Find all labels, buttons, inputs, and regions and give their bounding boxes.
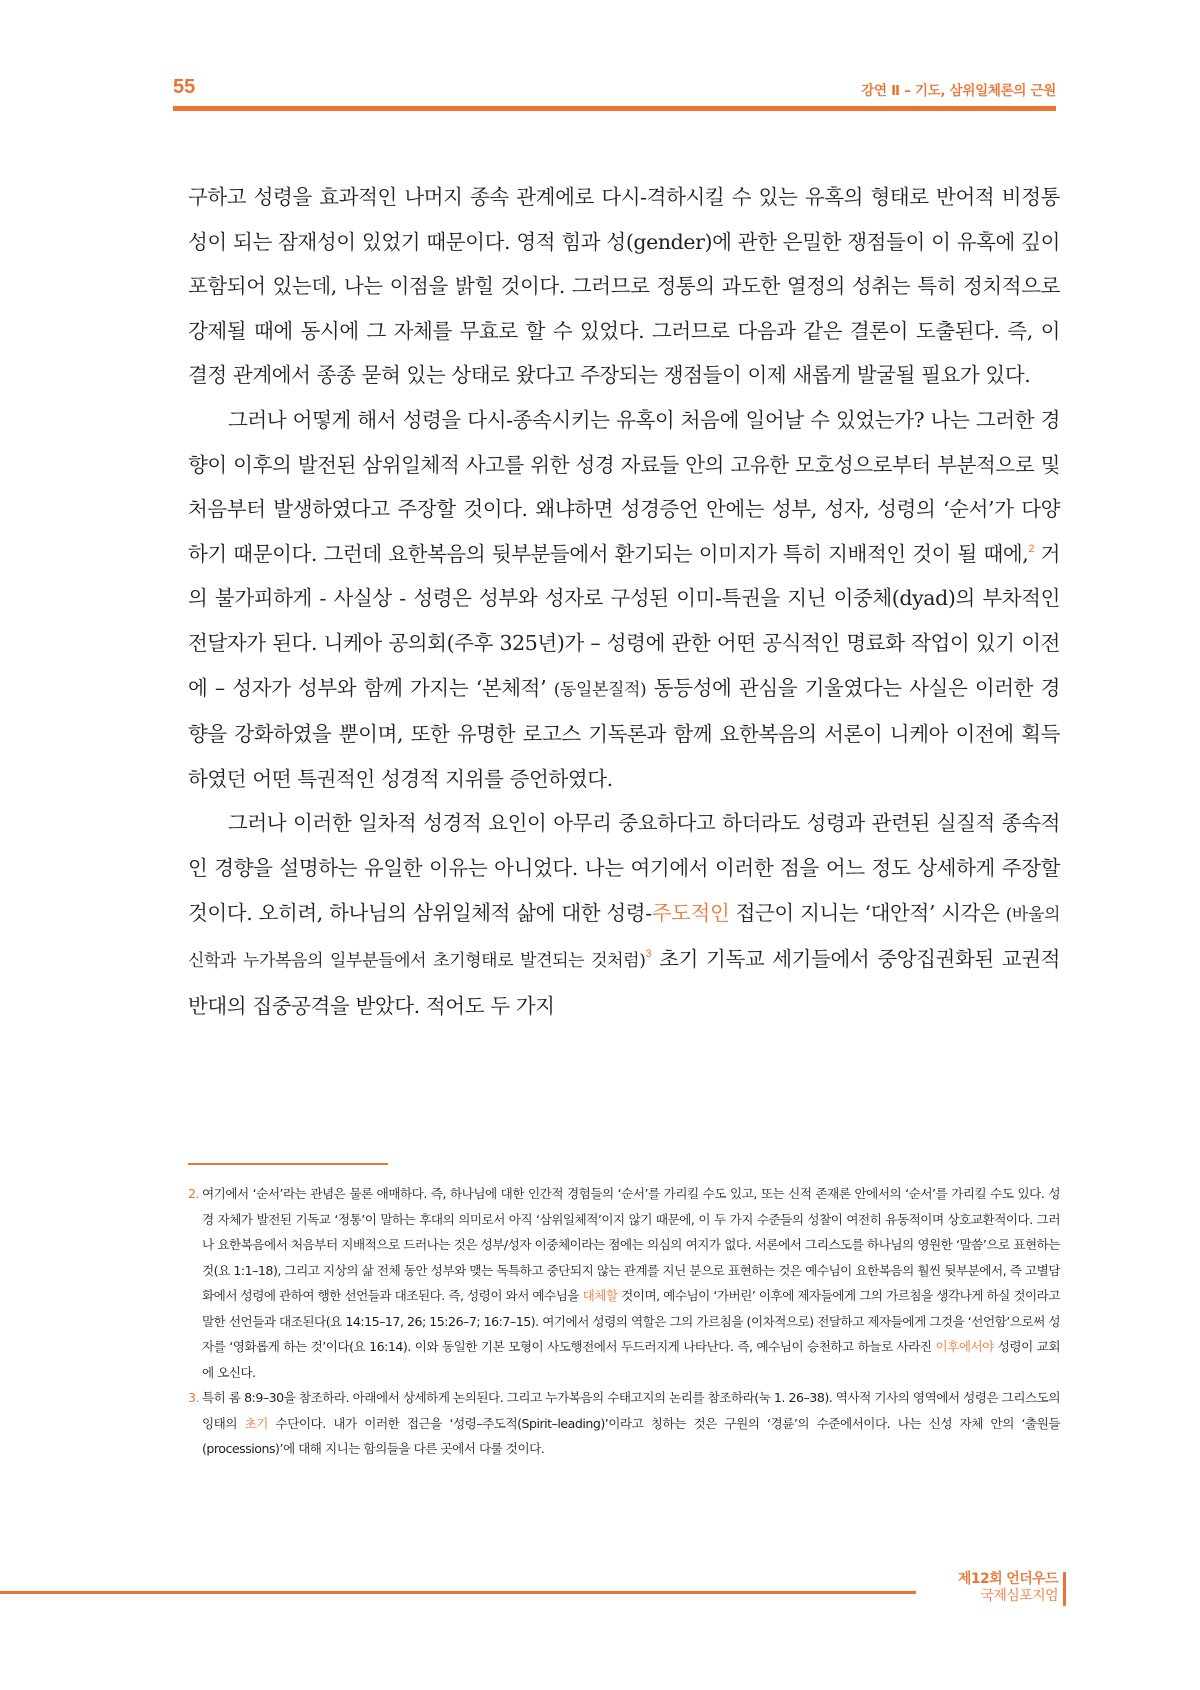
paragraph-3	[188, 801, 1060, 1028]
paragraph-3-parenthetical: (바울의 신학과 누가복음의 일부분들에서 초기형태로 발견되는 것처럼)	[188, 904, 1060, 972]
footnote-text: 성령이 교회에 오신다.	[202, 1339, 1060, 1380]
footnote-text: 수단이다. 내가 이러한 접근을 ‘성령–주도적(Spirit–leading)’이라고 칭하는 것은 구원의 ‘경륜’의 수준에서이다. 나는 신성 자체 안의 ‘출원들(processions)’에 대해 지니는 함의들을 다른 곳에서 다룰 것이다.	[202, 1415, 1060, 1456]
footnote-ref-2[interactable]: 2	[1028, 542, 1035, 555]
paragraph-2-text-a: 그러나 어떻게 해서 성령을 다시-종속시키는 유혹이 처음에 일어날 수 있었는가? 나는 그러한 경향이 이후의 발전된 삼위일체적 사고를 위한 성경 자료들 안의 고유한 모호성으로부터 부분적으로 및 처음부터 발생하였다고 주장할 것이다. 왜냐하면 성경증언 안에는 성부, 성자, 성령의 ‘순서’가 다양하기 때문이다. 그런데 요한복음의 뒷부분들에서 환기되는 이미지가 특히 지배적인 것이 될 때에,	[188, 407, 1060, 566]
footer-rule	[0, 1591, 916, 1594]
paragraph-2-parenthetical: (동일본질적)	[553, 679, 647, 700]
page-header	[173, 70, 1056, 110]
paragraph-3-text-a: 그러나 이러한 일차적 성경적 요인이 아무리 중요하다고 하더라도 성령과 관련된 실질적 종속적인 경향을 설명하는 유일한 이유는 아니었다. 나는 여기에서 이러한 점을 어느 정도 상세하게 주장할 것이다. 오히려, 하나님의 삼위일체적 삶에 대한 성령-	[188, 811, 1060, 925]
highlighted-term: 대체할	[582, 1288, 618, 1303]
paragraph-1-text: 구하고 성령을 효과적인 나머지 종속 관계에로 다시-격하시킬 수 있는 유혹의 형태로 반어적 비정통성이 되는 잠재성이 있었기 때문이다. 영적 힘과 성(gender)에 관한 은밀한 쟁점들이 이 유혹에 깊이 포함되어 있는데, 나는 이점을 밝힐 것이다. 그러므로 정통의 과도한 열정의 성취는 특히 정치적으로 강제될 때에 동시에 그 자체를 무효로 할 수 있었다. 그러므로 다음과 같은 결론이 도출된다. 즉, 이 결정 관계에서 종종 묻혀 있는 상태로 왔다고 주장되는 쟁점들이 이제 새롭게 발굴될 필요가 있다.	[188, 185, 1060, 388]
footnote-text: 특히 롬 8:9–30을 참조하라. 아래에서 상세하게 논의된다. 그리고 누가복음의 수태고지의 논리를 참조하라(눅 1. 26–38). 역사적 기사의 영역에서 성령은 그리스도의 잉태의	[202, 1390, 1060, 1431]
footnote-number: 2.	[188, 1186, 200, 1201]
footnote-rule	[188, 1163, 388, 1165]
footnote-text: 것이며, 예수님이 ‘가버린’ 이후에 제자들에게 그의 가르침을 생각나게 하실 것이라고 말한 선언들과 대조된다(요 14:15–17, 26; 15:26–7; 16:7–15). 여기에서 성령의 역할은 그의 가르침을 (이차적으로) 전달하고 제자들에게 그것을 ‘선언함’으로써 성자를 ‘영화롭게 하는 것’이다(요 16:14). 이와 동일한 기본 모형이 사도행전에서 두드러지게 나타난다. 즉, 예수님이 승천하고 하늘로 사라진	[202, 1288, 1061, 1354]
body-text	[188, 175, 1060, 1028]
footnote-2	[188, 1181, 1060, 1385]
paragraph-3-text-c: 초기 기독교 세기들에서 중앙집권화된 교권적 반대의 집중공격을 받았다. 적어도 두 가지	[188, 947, 1060, 1018]
running-title: 강연 Ⅱ – 기도, 삼위일체론의 근원	[861, 83, 1056, 99]
highlighted-term: 주도적인	[651, 900, 730, 925]
footnote-ref-3[interactable]: 3	[645, 948, 652, 961]
page-number: 55	[173, 76, 196, 98]
footer-divider	[1063, 1572, 1066, 1606]
paragraph-1	[188, 175, 1060, 398]
footnotes	[188, 1181, 1060, 1462]
header-rule	[173, 106, 1056, 111]
highlighted-term: 초기	[244, 1415, 268, 1431]
footer-line-1: 제12회 언더우드	[957, 1571, 1058, 1587]
footnote-text: 여기에서 ‘순서’라는 관념은 물론 애매하다. 즉, 하나님에 대한 인간적 경험들의 ‘순서’를 가리킬 수도 있고, 또는 신적 존재론 안에서의 ‘순서’를 가리킬 수도 있다. 성경 자체가 발전된 기독교 ‘정통’이 말하는 후대의 의미로서 아직 ‘삼위일체적’이지 않기 때문에, 이 두 가지 수준들의 성찰이 여전히 유동적이며 상호교환적이다. 그러나 요한복음에서 처음부터 지배적으로 드러나는 것은 성부/성자 이중체이라는 점에는 의심의 여지가 없다. 서론에서 그리스도를 하나님의 영원한 ‘말씀’으로 표현하는 것(요 1:1–18), 그리고 지상의 삶 전체 동안 성부와 맺는 독특하고 중단되지 않는 관계를 지닌 분으로 표현하는 것은 예수님이 요한복음의 훨씬 뒷부분에서, 즉 고별담화에서 성령에 관하여 행한 선언들과 대조된다. 즉, 성령이 와서 예수님을	[202, 1186, 1060, 1303]
footer-line-2: 국제심포지엄	[980, 1588, 1058, 1604]
highlighted-term: 이후에서야	[935, 1339, 994, 1354]
footer-brand	[958, 1571, 1058, 1605]
paragraph-2-text-b: 거의 불가피하게 - 사실상 - 성령은 성부와 성자로 구성된 이미-특권을 지닌 이중체(dyad)의 부차적인 전달자가 된다. 니케아 공의회(주후 325년)가 – 성령에 관한 어떤 공식적인 명료화 작업이 있기 이전에 – 성자가 성부와 함께 가지는 ‘본체적’	[188, 541, 1060, 700]
footnote-number: 3.	[188, 1390, 200, 1405]
footnote-3	[188, 1385, 1060, 1462]
paragraph-3-text-b: 접근이 지니는 ‘대안적’ 시각은	[729, 900, 1006, 925]
paragraph-2	[188, 398, 1060, 801]
paragraph-2-text-c: 동등성에 관심을 기울였다는 사실은 이러한 경향을 강화하였을 뿐이며, 또한 유명한 로고스 기독론과 함께 요한복음의 서론이 니케아 이전에 획득하였던 어떤 특권적인 성경적 지위를 증언하였다.	[188, 675, 1060, 791]
